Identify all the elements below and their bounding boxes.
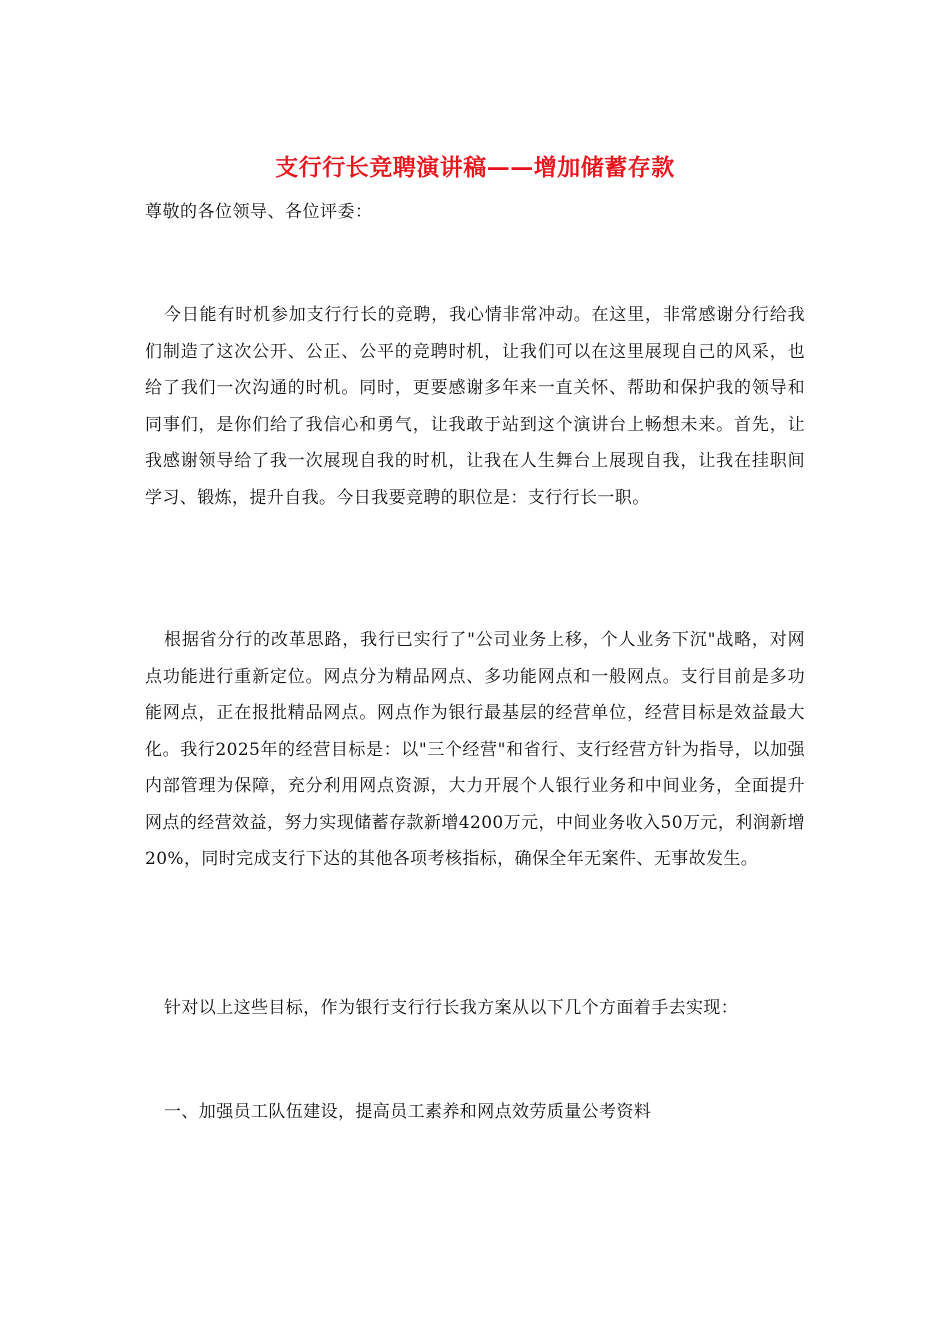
paragraph-opening: 今日能有时机参加支行行长的竞聘，我心情非常冲动。在这里，非常感谢分行给我们制造了这次公开、公正、公平的竞聘时机，让我们可以在这里展现自己的风采，也给了我们一次沟通的时机。同时，更要感谢多年来一直关怀、帮助和保护我的领导和同事们，是你们给了我信心和勇气，让我敢于站到这个演讲台上畅想未来。首先，让我感谢领导给了我一次展现自我的时机，让我在人生舞台上展现自我，让我在挂职间学习、锻炼，提升自我。今日我要竞聘的职位是：支行行长一职。 [145,305,805,508]
paragraph-strategy: 根据省分行的改革思路，我行已实行了"公司业务上移，个人业务下沉"战略，对网点功能进行重新定位。网点分为精品网点、多功能网点和一般网点。支行目前是多功能网点，正在报批精品网点。网点作为银行最基层的经营单位，经营目标是效益最大化。我行2025年的经营目标是：以"三个经营"和省行、支行经营方针为指导，以加强内部管理为保障，充分利用网点资源，大力开展个人银行业务和中间业务，全面提升网点的经营效益，努力实现储蓄存款新增4200万元，中间业务收入50万元，利润新增20%，同时完成支行下达的其他各项考核指标，确保全年无案件、无事故发生。 [145,630,805,869]
document-title: 支行行长竞聘演讲稿——增加储蓄存款 [275,154,675,181]
paragraph-plan-intro: 针对以上这些目标，作为银行支行行长我方案从以下几个方面着手去实现： [164,998,739,1018]
salutation: 尊敬的各位领导、各位评委： [145,202,373,222]
section-heading-one: 一、加强员工队伍建设，提高员工素养和网点效劳质量公考资料 [164,1102,652,1122]
